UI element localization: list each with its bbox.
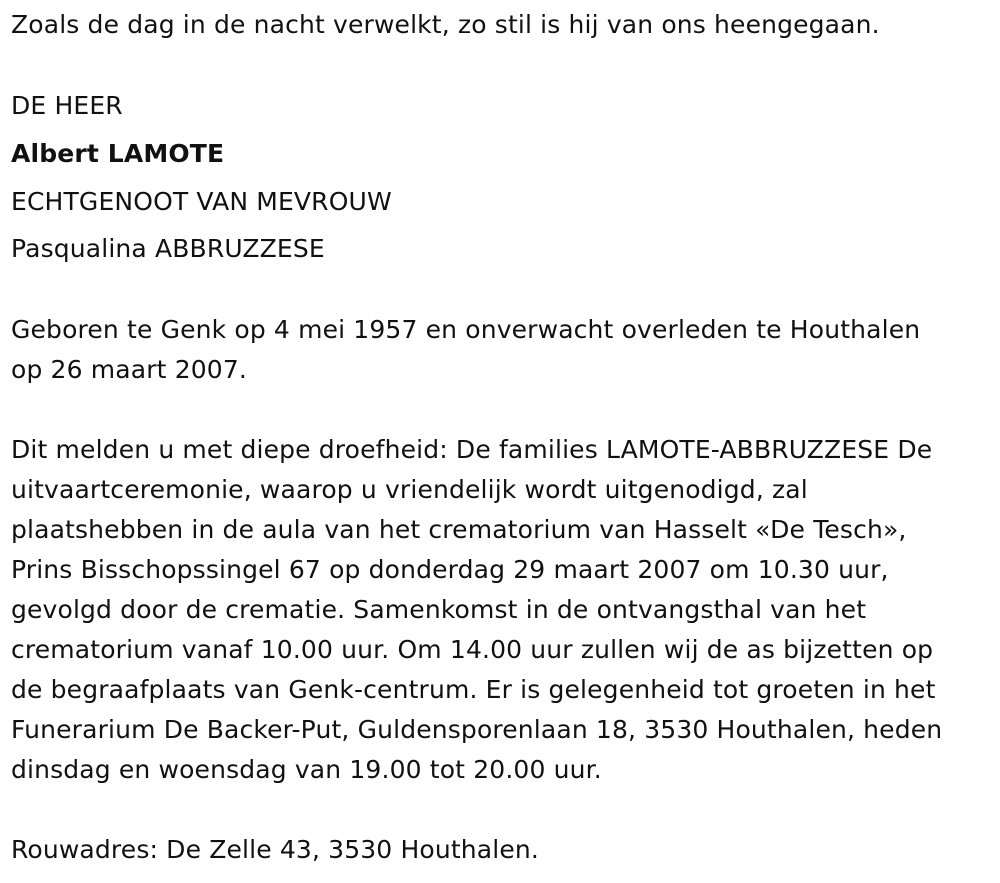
spouse-name: Pasqualina ABBRUZZESE <box>11 234 325 263</box>
deceased-name: Albert LAMOTE <box>11 139 225 168</box>
announcement-line: plaatshebben in de aula van het crematorium van Hasselt «De Tesch», <box>11 515 907 544</box>
honorific-title: DE HEER <box>11 91 123 120</box>
birth-death-line: op 26 maart 2007. <box>11 355 248 384</box>
mourning-address: Rouwadres: De Zelle 43, 3530 Houthalen. <box>11 835 539 864</box>
announcement-line: uitvaartceremonie, waarop u vriendelijk wordt uitgenodigd, zal <box>11 475 808 504</box>
birth-death-line: Geboren te Genk op 4 mei 1957 en onverwacht overleden te Houthalen <box>11 315 921 344</box>
spouse-label: ECHTGENOOT VAN MEVROUW <box>11 187 392 216</box>
announcement-line: de begraafplaats van Genk-centrum. Er is gelegenheid tot groeten in het <box>11 675 936 704</box>
announcement-line: Dit melden u met diepe droefheid: De families LAMOTE-ABBRUZZESE De <box>11 435 933 464</box>
announcement-paragraph <box>11 430 942 790</box>
announcement-line: Funerarium De Backer-Put, Guldensporenlaan 18, 3530 Houthalen, heden <box>11 715 943 744</box>
birth-death-paragraph <box>11 310 920 390</box>
announcement-line: crematorium vanaf 10.00 uur. Om 14.00 uur zullen wij de as bijzetten op <box>11 635 934 664</box>
announcement-line: gevolgd door de crematie. Samenkomst in de ontvangsthal van het <box>11 595 867 624</box>
opening-verse: Zoals de dag in de nacht verwelkt, zo stil is hij van ons heengegaan. <box>11 10 880 39</box>
announcement-line: dinsdag en woensdag van 19.00 tot 20.00 uur. <box>11 755 602 784</box>
announcement-line: Prins Bisschopssingel 67 op donderdag 29 maart 2007 om 10.30 uur, <box>11 555 889 584</box>
